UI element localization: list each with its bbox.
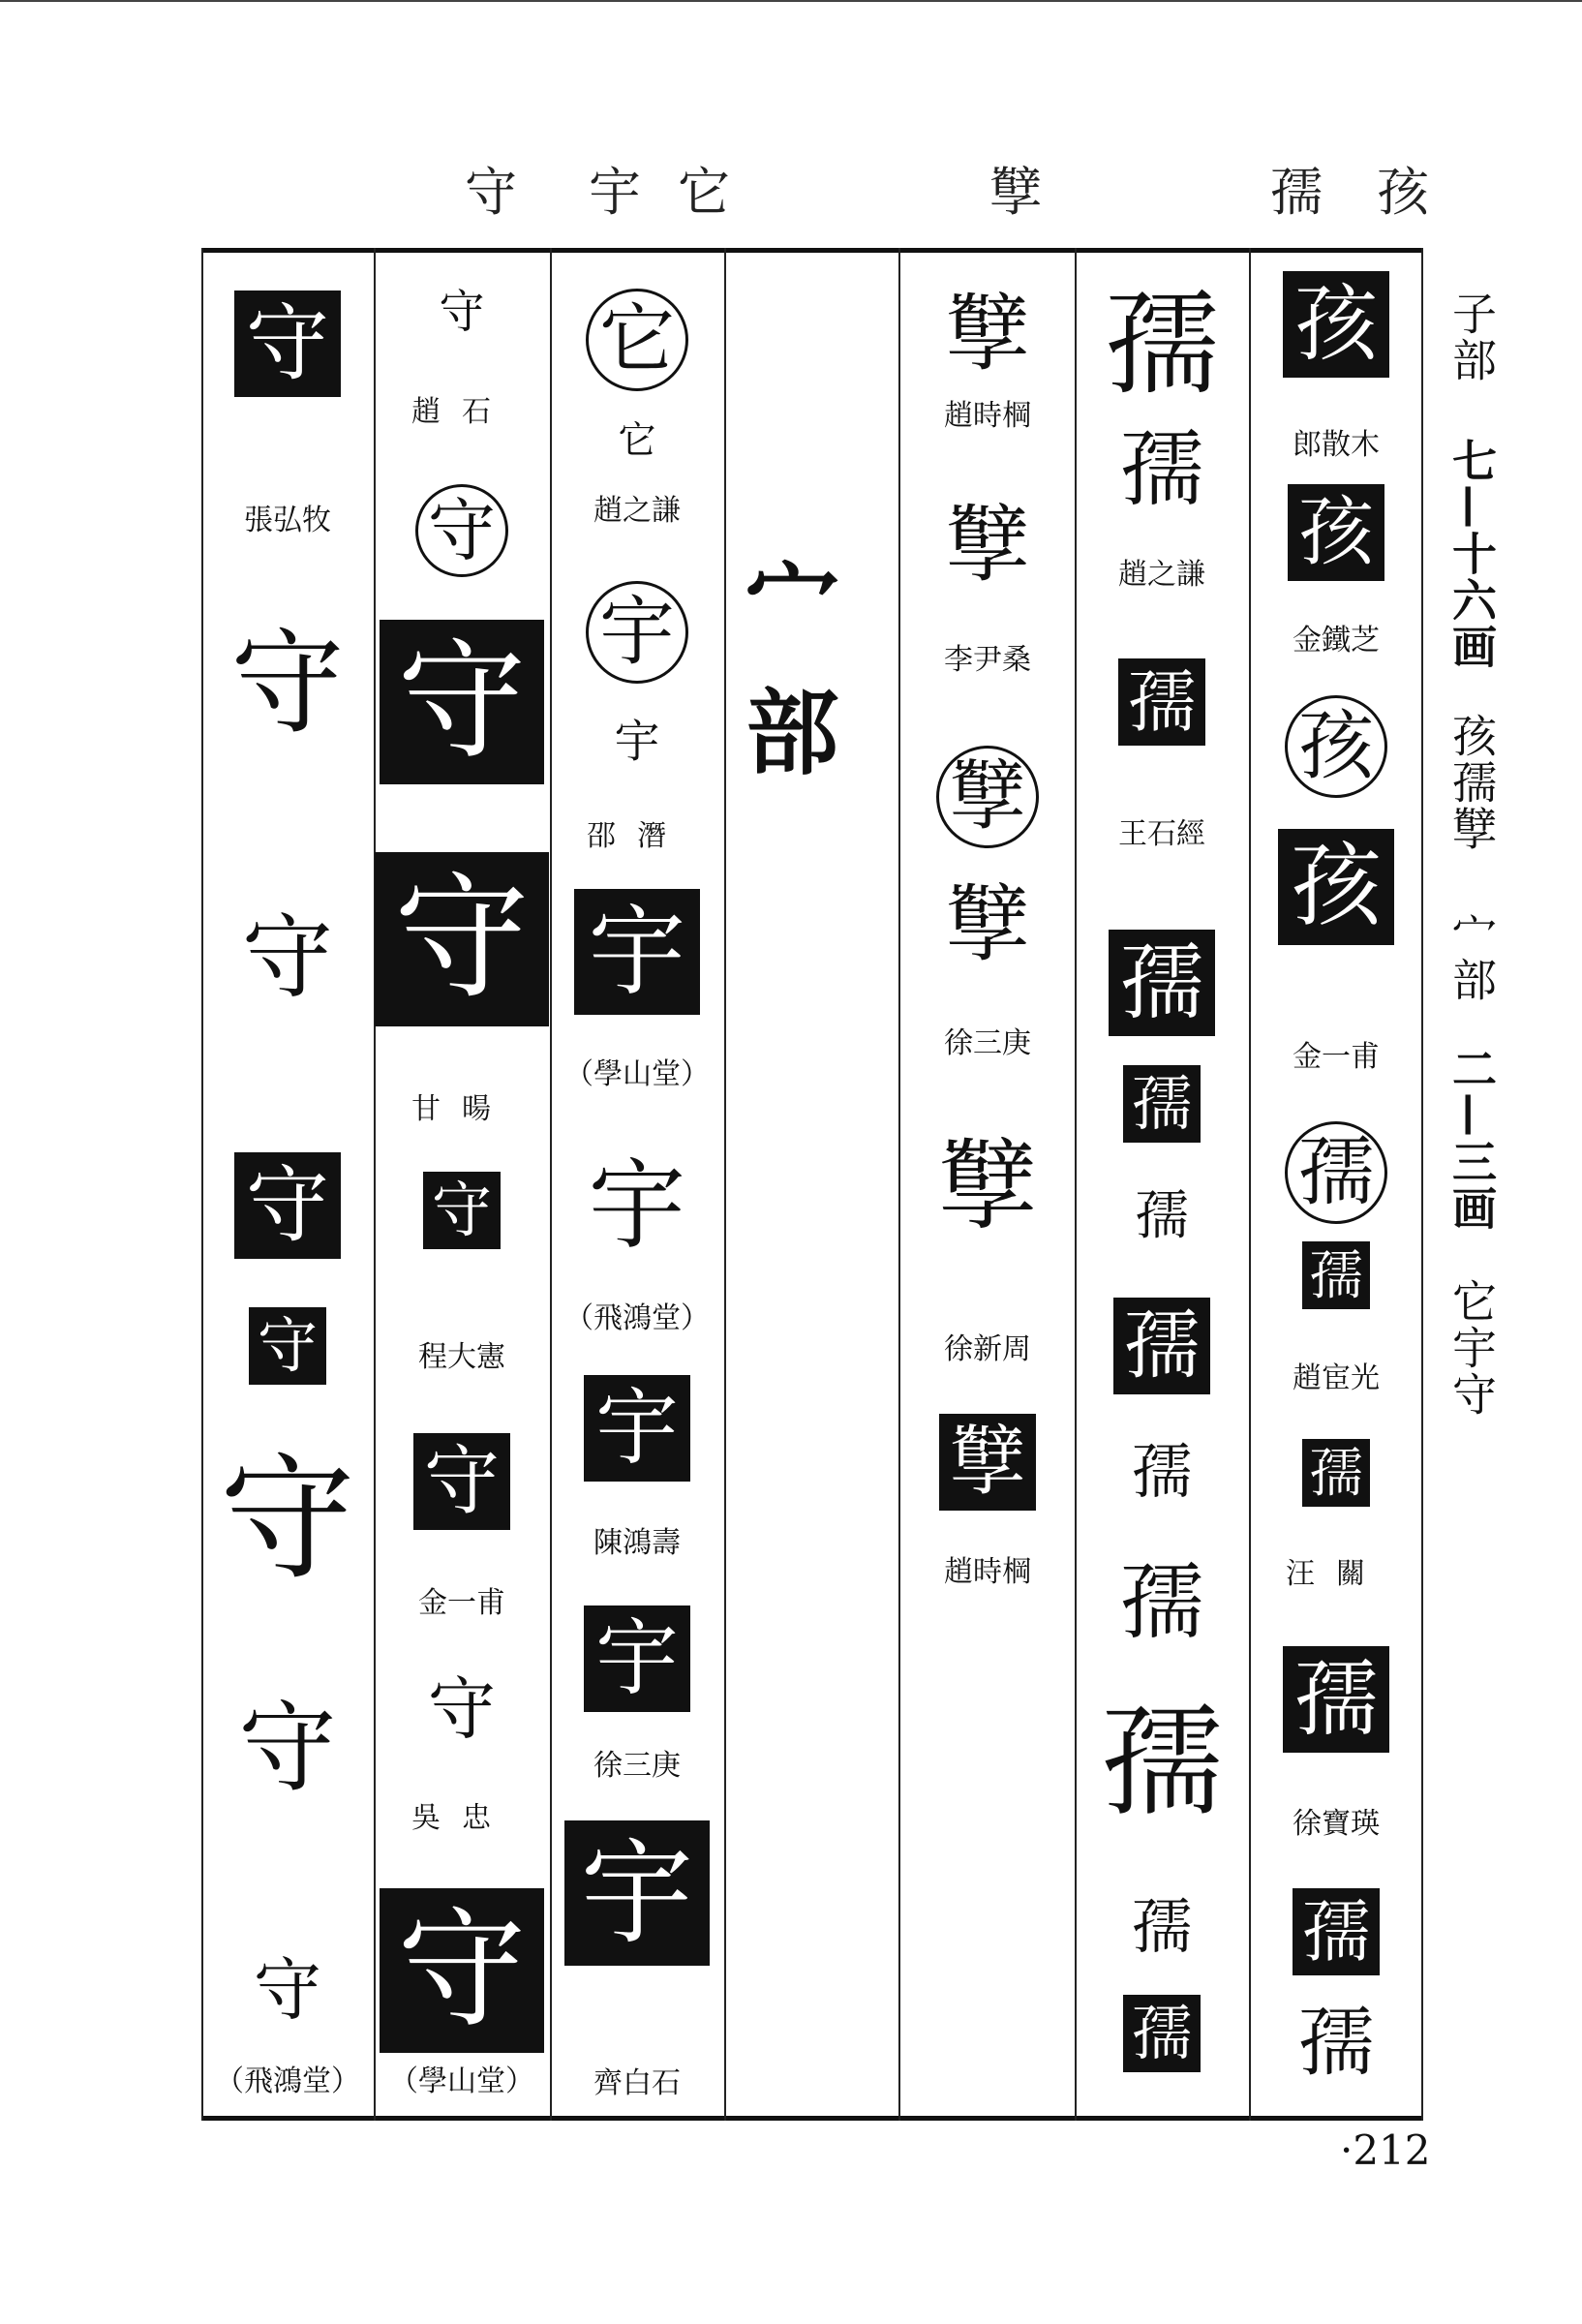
seal-impression: 守 bbox=[375, 852, 549, 1026]
seal-impression: 孺 bbox=[1109, 930, 1215, 1036]
artist-label: 趙之謙 bbox=[593, 494, 681, 528]
seal-impression: 孼 bbox=[946, 497, 1029, 594]
artist-label: 趙宦光 bbox=[1293, 1361, 1380, 1395]
seal-impression: 孺 bbox=[1123, 1995, 1201, 2072]
artist-label: 邵潛 bbox=[587, 819, 687, 853]
page-number: ·212 bbox=[1340, 2126, 1431, 2174]
seal-impression: 孼 bbox=[946, 876, 1029, 973]
header-char: 宇 bbox=[589, 162, 641, 223]
seal-impression: 守 bbox=[380, 620, 544, 784]
seal-impression: 孺 bbox=[1113, 1298, 1210, 1394]
seal-impression: 孺 bbox=[1105, 277, 1219, 411]
artist-label: 金一甫 bbox=[418, 1586, 505, 1620]
artist-label: 張弘牧 bbox=[244, 504, 331, 537]
artist-label: 徐新周 bbox=[944, 1332, 1031, 1366]
seal-impression: 孼 bbox=[939, 1414, 1036, 1511]
seal-impression: 孺 bbox=[1101, 1692, 1223, 1833]
seal-impression: 孩 bbox=[1288, 484, 1384, 581]
seal-impression: 孩 bbox=[1283, 271, 1389, 378]
header-char: 守 bbox=[465, 162, 517, 223]
seal-impression: 宇 bbox=[586, 581, 688, 684]
seal-impression: 孺 bbox=[1135, 1183, 1189, 1246]
seal-impression: 宇 bbox=[564, 1820, 710, 1966]
seal-impression: 孩 bbox=[1278, 829, 1394, 945]
artist-label: 金一甫 bbox=[1293, 1040, 1380, 1074]
seal-impression: 守 bbox=[241, 905, 333, 1011]
seal-impression: 孺 bbox=[1283, 1646, 1389, 1753]
seal-impression: 守 bbox=[234, 1152, 341, 1259]
seal-impression: 守 bbox=[428, 1669, 496, 1749]
seal-impression: 孺 bbox=[1120, 421, 1203, 518]
artist-label: 汪關 bbox=[1286, 1557, 1386, 1591]
sidebar-strokes-a: 七—十六画 bbox=[1445, 438, 1498, 670]
artist-label: 程大憲 bbox=[418, 1340, 505, 1374]
top-rule bbox=[0, 0, 1582, 2]
seal-impression: 孺 bbox=[1293, 1888, 1380, 1975]
artist-label: 王石經 bbox=[1118, 817, 1205, 851]
seal-impression: 守 bbox=[380, 1888, 544, 2053]
artist-label: （飛鴻堂） bbox=[215, 2064, 360, 2098]
artist-label: 趙時棡 bbox=[944, 1555, 1031, 1589]
seal-impression: 孺 bbox=[1120, 1554, 1203, 1651]
artist-label: 徐三庚 bbox=[944, 1026, 1031, 1060]
seal-impression: 守 bbox=[230, 616, 345, 749]
seal-impression: 孺 bbox=[1118, 658, 1205, 746]
seal-impression: 宇 bbox=[614, 715, 660, 769]
section-title: 宀部 bbox=[731, 552, 840, 815]
artist-label: 金鐵芝 bbox=[1293, 624, 1380, 657]
sidebar-radical-b: 宀部 bbox=[1445, 910, 1498, 1003]
seal-impression: 它 bbox=[586, 289, 688, 391]
seal-impression: 孼 bbox=[936, 746, 1039, 848]
seal-impression: 孺 bbox=[1285, 1121, 1387, 1224]
seal-impression: 守 bbox=[423, 1172, 501, 1249]
seal-impression: 孺 bbox=[1297, 2000, 1374, 2087]
seal-impression: 守 bbox=[249, 1307, 326, 1385]
artist-label: 趙時棡 bbox=[944, 399, 1031, 433]
seal-impression: 孺 bbox=[1302, 1241, 1370, 1309]
seal-impression: 守 bbox=[219, 1441, 355, 1599]
seal-impression: 孩 bbox=[1285, 695, 1387, 798]
seal-impression: 它 bbox=[618, 418, 656, 463]
artist-label: 甘暘 bbox=[411, 1092, 512, 1126]
seal-impression: 孼 bbox=[946, 286, 1029, 382]
header-char: 它 bbox=[678, 162, 730, 223]
seal-impression: 孺 bbox=[1123, 1065, 1201, 1143]
seal-impression: 宇 bbox=[574, 889, 700, 1015]
sidebar-radical: 子部 bbox=[1445, 290, 1498, 383]
artist-label: 趙石 bbox=[411, 395, 512, 429]
seal-impression: 宇 bbox=[588, 1147, 686, 1263]
seal-impression: 守 bbox=[439, 285, 485, 339]
header-char: 孼 bbox=[989, 162, 1042, 223]
seal-impression: 孺 bbox=[1131, 1436, 1192, 1507]
header-char: 孺 bbox=[1270, 162, 1323, 223]
artist-label: （學山堂） bbox=[564, 1057, 710, 1091]
artist-label: 郎散木 bbox=[1293, 428, 1380, 462]
artist-label: （飛鴻堂） bbox=[564, 1301, 710, 1335]
sidebar-chars-b: 它宇守 bbox=[1445, 1278, 1498, 1418]
artist-label: 徐三庚 bbox=[593, 1749, 681, 1783]
seal-impression: 宇 bbox=[584, 1375, 690, 1482]
sidebar-chars-a: 孩孺孼 bbox=[1445, 713, 1498, 852]
seal-impression: 孼 bbox=[938, 1128, 1037, 1243]
seal-impression: 守 bbox=[413, 1433, 510, 1530]
sidebar-strokes-b: 二—三画 bbox=[1445, 1046, 1498, 1232]
artist-label: 吳忠 bbox=[411, 1801, 512, 1835]
artist-label: 趙之謙 bbox=[1118, 558, 1205, 592]
column-4-section bbox=[724, 248, 898, 2121]
artist-label: （學山堂） bbox=[389, 2064, 534, 2098]
seal-impression: 宇 bbox=[584, 1605, 690, 1712]
seal-impression: 守 bbox=[415, 484, 508, 577]
header-char: 孩 bbox=[1377, 162, 1429, 223]
artist-label: 齊白石 bbox=[593, 2066, 681, 2100]
seal-impression: 守 bbox=[238, 1690, 337, 1805]
seal-impression: 孺 bbox=[1131, 1891, 1192, 1962]
artist-label: 徐寶瑛 bbox=[1293, 1807, 1380, 1841]
seal-impression: 孺 bbox=[1302, 1439, 1370, 1507]
artist-label: 陳鴻壽 bbox=[593, 1526, 681, 1560]
seal-impression: 守 bbox=[254, 1950, 321, 2030]
seal-impression: 守 bbox=[234, 290, 341, 397]
artist-label: 李尹桑 bbox=[944, 643, 1031, 677]
